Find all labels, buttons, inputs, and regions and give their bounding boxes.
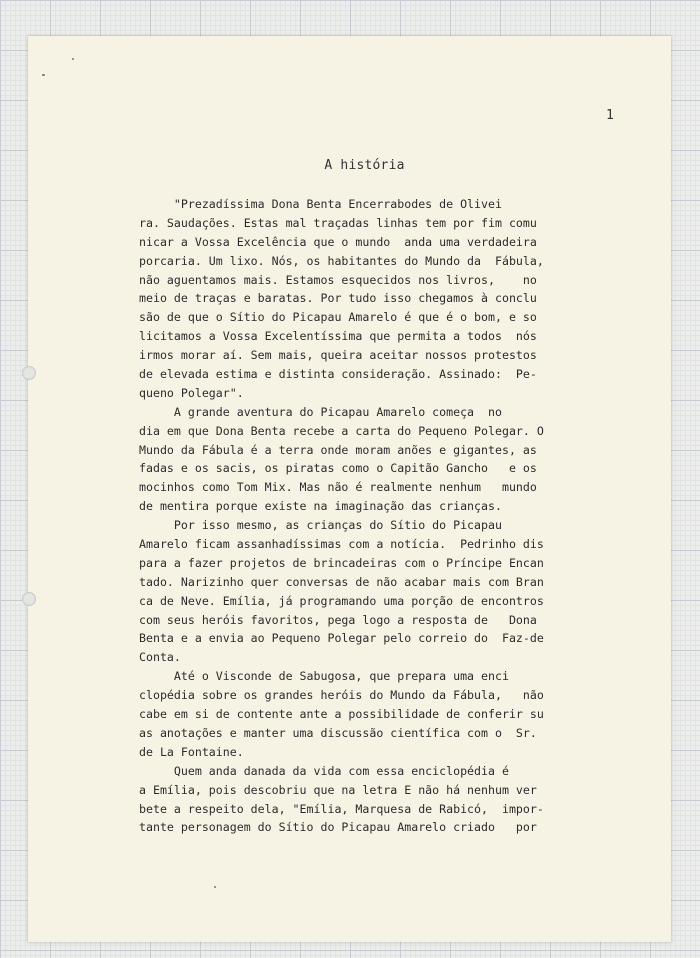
text-line: de La Fontaine. bbox=[139, 744, 244, 759]
text-line: tante personagem do Sítio do Picapau Amarelo criado por bbox=[139, 820, 537, 835]
text-line: dia em que Dona Benta recebe a carta do Pequeno Polegar. O bbox=[139, 423, 544, 438]
text-line: Quem anda danada da vida com essa enciclopédia é bbox=[139, 763, 509, 778]
text-line: meio de traças e baratas. Por tudo isso chegamos à conclu bbox=[139, 291, 537, 306]
text-line: porcaria. Um lixo. Nós, os habitantes do Mundo da Fábula, bbox=[139, 253, 544, 268]
text-line: tado. Narizinho quer conversas de não acabar mais com Bran bbox=[139, 574, 544, 589]
text-line: com seus heróis favoritos, pega logo a resposta de Dona bbox=[139, 612, 537, 627]
text-line: ra. Saudações. Estas mal traçadas linhas tem por fim comu bbox=[139, 215, 537, 230]
text-line: Mundo da Fábula é a terra onde moram anões e gigantes, as bbox=[139, 442, 537, 457]
text-line: as anotações e manter uma discussão científica com o Sr. bbox=[139, 725, 537, 740]
ink-speck bbox=[42, 74, 45, 76]
text-line: queno Polegar". bbox=[139, 385, 244, 400]
text-line: "Prezadíssima Dona Benta Encerrabodes de Olivei bbox=[139, 197, 502, 211]
document-body bbox=[139, 195, 609, 837]
text-line: bete a respeito dela, "Emília, Marquesa de Rabicó, impor- bbox=[139, 801, 544, 816]
ink-speck bbox=[214, 886, 216, 888]
text-line: cabe em si de contente ante a possibilidade de conferir su bbox=[139, 707, 544, 722]
text-line: A grande aventura do Picapau Amarelo começa no bbox=[139, 404, 502, 419]
punch-hole bbox=[22, 366, 36, 380]
text-line: nicar a Vossa Excelência que o mundo anda uma verdadeira bbox=[139, 234, 537, 249]
page-number: 1 bbox=[606, 108, 614, 123]
text-line: ca de Neve. Emília, já programando uma porção de encontros bbox=[139, 593, 544, 608]
text-line: são de que o Sítio do Picapau Amarelo é que é o bom, e so bbox=[139, 310, 537, 325]
text-line: Benta e a envia ao Pequeno Polegar pelo correio do Faz-de bbox=[139, 631, 544, 646]
text-line: de elevada estima e distinta consideração. Assinado: Pe- bbox=[139, 367, 537, 382]
text-line: fadas e os sacis, os piratas como o Capitão Gancho e os bbox=[139, 461, 537, 476]
text-line: a Emília, pois descobriu que na letra E não há nenhum ver bbox=[139, 782, 537, 797]
text-line: Amarelo ficam assanhadíssimas com a notícia. Pedrinho dis bbox=[139, 537, 544, 552]
punch-hole bbox=[22, 592, 36, 606]
text-line: de mentira porque existe na imaginação das crianças. bbox=[139, 499, 502, 514]
text-line: mocinhos como Tom Mix. Mas não é realmente nenhum mundo bbox=[139, 480, 537, 495]
text-line: para a fazer projetos de brincadeiras com o Príncipe Encan bbox=[139, 555, 544, 570]
text-line: clopédia sobre os grandes heróis do Mundo da Fábula, não bbox=[139, 688, 544, 703]
document-title: A história bbox=[324, 158, 405, 173]
text-line: Até o Visconde de Sabugosa, que prepara uma enci bbox=[139, 669, 509, 684]
ink-speck bbox=[72, 58, 74, 60]
paper-sheet bbox=[28, 36, 671, 942]
text-line: licitamos a Vossa Excelentíssima que permita a todos nós bbox=[139, 329, 537, 344]
text-line: Por isso mesmo, as crianças do Sítio do Picapau bbox=[139, 518, 502, 533]
text-line: Conta. bbox=[139, 650, 181, 665]
text-line: não aguentamos mais. Estamos esquecidos nos livros, no bbox=[139, 272, 537, 287]
text-line: irmos morar aí. Sem mais, queira aceitar nossos protestos bbox=[139, 348, 537, 363]
